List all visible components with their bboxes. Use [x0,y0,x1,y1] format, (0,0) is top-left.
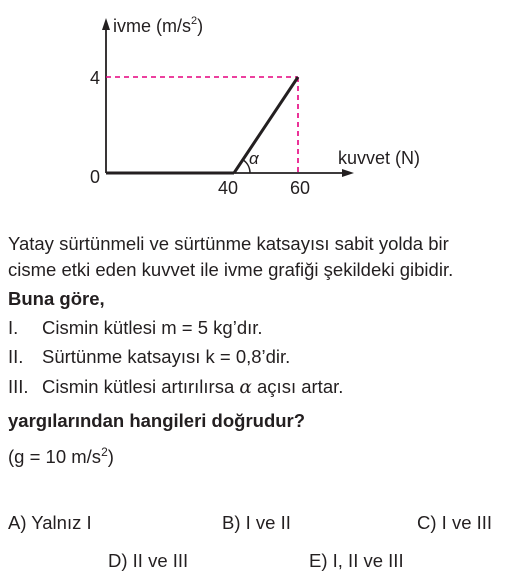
x-tick-label-60: 60 [290,178,311,198]
statement-3-number: III. [8,376,29,397]
statement-3-text-before: Cismin kütlesi artırılırsa [42,376,240,397]
force-acceleration-graph [0,0,514,215]
y-tick-label-4: 4 [90,68,101,88]
angle-label: α [249,149,259,168]
option-c[interactable]: C) I ve III [417,512,493,533]
given-gravity-exponent: 2 [101,445,108,459]
question-lead: Buna göre, [8,288,105,309]
question-stem-line-1: Yatay sürtünmeli ve sürtünme katsayısı sabit yolda bir [8,233,449,254]
statement-3-alpha-symbol: α [239,377,252,398]
y-tick-label-0: 0 [90,167,101,187]
statement-2-text: Sürtünme katsayısı k = 0,8’dir. [42,346,291,367]
option-a[interactable]: A) Yalnız I [8,512,92,533]
statement-1-text: Cismin kütlesi m = 5 kg’dır. [42,317,263,338]
statement-3 [8,376,343,399]
option-b[interactable]: B) I ve II [222,512,291,533]
option-e[interactable]: E) I, II ve III [309,550,404,571]
x-axis-label: kuvvet (N) [338,148,421,168]
series-segment-rising [234,77,298,173]
given-gravity [8,446,114,468]
y-axis-arrowhead [102,18,110,30]
x-tick-label-40: 40 [218,178,239,198]
statement-3-text-after: açısı artar. [251,376,344,397]
x-axis-arrowhead [342,169,354,177]
statement-2 [8,346,290,368]
given-gravity-close: ) [107,446,114,467]
option-d[interactable]: D) II ve III [108,550,189,571]
y-axis-label: ivme $(m/s^2)$ [113,15,204,36]
given-gravity-text: (g = 10 m/s [8,446,102,467]
statement-1 [8,317,263,339]
question-stem-line-2: cisme etki eden kuvvet ile ivme grafiği şekildeki gibidir. [8,259,454,280]
question-prompt: yargılarından hangileri doğrudur? [8,410,306,431]
statement-1-number: I. [8,317,19,338]
statement-2-number: II. [8,346,24,367]
